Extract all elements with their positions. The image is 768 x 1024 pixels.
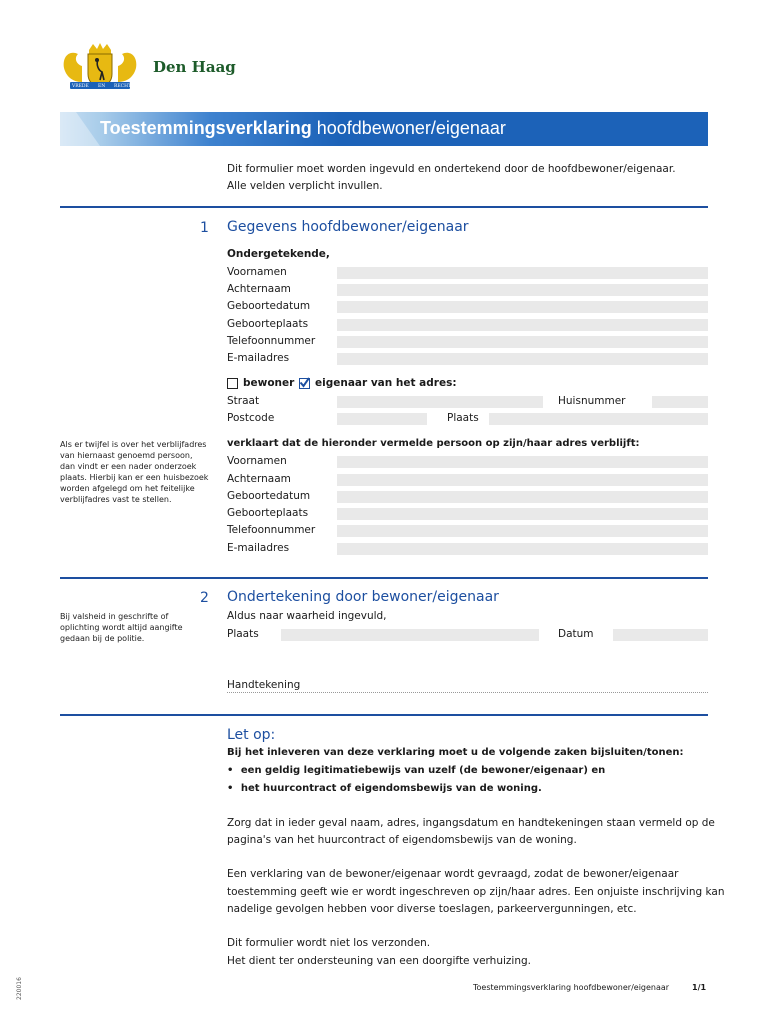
- section-2-number: 2: [200, 590, 209, 606]
- input-telefoonnummer[interactable]: [337, 336, 708, 348]
- bullet-icon: •: [227, 765, 234, 776]
- field-label-emailadres-2: E-mailadres: [227, 542, 290, 554]
- field-label-plaats: Plaats: [447, 412, 479, 424]
- sidenote-2-line: gedaan bij de politie.: [60, 634, 145, 643]
- checkbox-bewoner[interactable]: [227, 378, 238, 389]
- section-2-heading: Ondertekening door bewoner/eigenaar: [227, 589, 499, 605]
- letop-heading: Let op:: [227, 727, 276, 743]
- org-name: Den Haag: [153, 58, 236, 76]
- input-geboorteplaats[interactable]: [337, 319, 708, 331]
- input-straat[interactable]: [337, 396, 543, 408]
- section-1-rule: [60, 206, 708, 208]
- input-plaats[interactable]: [489, 413, 708, 425]
- page-title-bold: Toestemmingsverklaring: [100, 118, 312, 138]
- field-label-emailadres: E-mailadres: [227, 352, 290, 364]
- section-1-number: 1: [200, 220, 209, 236]
- sidenote-2-line: Bij valsheid in geschrifte of: [60, 612, 169, 621]
- verklaart-text: verklaart dat de hieronder vermelde persoon op zijn/haar adres verblijft:: [227, 438, 640, 449]
- field-label-datum: Datum: [558, 628, 594, 640]
- signature-line[interactable]: [227, 692, 708, 693]
- sidenote-2-line: oplichting wordt altijd aangifte: [60, 623, 183, 632]
- sidenote-1-line: worden afgelegd om het feitelijke: [60, 484, 195, 493]
- letop-bullet-1-text: een geldig legitimatiebewijs van uzelf (de bewoner/eigenaar) en: [240, 765, 606, 776]
- input-geboorteplaats-2[interactable]: [337, 508, 708, 520]
- input-emailadres[interactable]: [337, 353, 708, 365]
- field-label-voornamen-2: Voornamen: [227, 455, 287, 467]
- letop-bold-line: Bij het inleveren van deze verklaring moet u de volgende zaken bijsluiten/tonen:: [227, 747, 684, 758]
- input-voornamen-2[interactable]: [337, 456, 708, 468]
- field-label-voornamen: Voornamen: [227, 266, 287, 278]
- page-title-rest: hoofdbewoner/eigenaar: [311, 118, 506, 138]
- bullet-icon: •: [227, 783, 234, 794]
- section-1-subhead: Ondergetekende,: [227, 248, 330, 260]
- input-voornamen[interactable]: [337, 267, 708, 279]
- sidenote-verblijfadres: [60, 439, 208, 505]
- sidenote-1-line: dan vindt er een nader onderzoek: [60, 462, 197, 471]
- letop-bullet-1: [227, 764, 605, 778]
- input-datum[interactable]: [613, 629, 708, 641]
- aldus-text: Aldus naar waarheid ingevuld,: [227, 610, 387, 622]
- motto-left: VREDE: [72, 84, 89, 89]
- field-label-geboortedatum: Geboortedatum: [227, 300, 311, 312]
- letop-para3-line2: Het dient ter ondersteuning van een doorgifte verhuizing.: [227, 955, 531, 967]
- sidenote-valsheid: [60, 611, 183, 644]
- sidenote-1-line: van hiernaast genoemd persoon,: [60, 451, 193, 460]
- letop-para3-line1: Dit formulier wordt niet los verzonden.: [227, 937, 431, 949]
- checkmark-icon: [299, 377, 310, 388]
- intro-line-1: Dit formulier moet worden ingevuld en ondertekend door de hoofdbewoner/eigenaar.: [227, 163, 676, 175]
- field-label-plaats-sign: Plaats: [227, 628, 259, 640]
- field-label-telefoonnummer-2: Telefoonnummer: [227, 524, 316, 536]
- section-2-rule: [60, 577, 708, 579]
- field-label-telefoonnummer: Telefoonnummer: [227, 335, 316, 347]
- motto-right: RECHT: [114, 84, 132, 89]
- field-label-handtekening: Handtekening: [227, 679, 301, 691]
- field-label-postcode: Postcode: [227, 412, 275, 424]
- field-label-geboorteplaats-2: Geboorteplaats: [227, 507, 309, 519]
- input-postcode[interactable]: [337, 413, 427, 425]
- field-label-achternaam-2: Achternaam: [227, 473, 291, 485]
- letop-para2-line3: nadelige gevolgen hebben voor diverse toeslagen, parkeervergunningen, etc.: [227, 903, 637, 915]
- input-huisnummer[interactable]: [652, 396, 708, 408]
- input-plaats-sign[interactable]: [281, 629, 539, 641]
- field-label-achternaam: Achternaam: [227, 283, 291, 295]
- sidenote-1-line: verblijfadres vast te stellen.: [60, 495, 172, 504]
- page-title: [100, 118, 506, 139]
- form-code: 220016: [16, 977, 23, 1000]
- input-telefoonnummer-2[interactable]: [337, 525, 708, 537]
- input-geboortedatum-2[interactable]: [337, 491, 708, 503]
- letop-bullet-2: [227, 782, 542, 796]
- checkbox-bewoner-label: bewoner: [243, 377, 295, 389]
- field-label-huisnummer: Huisnummer: [558, 395, 626, 407]
- checkbox-eigenaar[interactable]: [299, 378, 310, 389]
- letop-para2-line2: toestemming geeft wie er wordt ingeschreven op zijn/haar adres. Een onjuiste inschrijving kan: [227, 886, 725, 898]
- footer-title: Toestemmingsverklaring hoofdbewoner/eigenaar: [473, 983, 670, 992]
- field-label-straat: Straat: [227, 395, 260, 407]
- field-label-geboortedatum-2: Geboortedatum: [227, 490, 311, 502]
- field-label-geboorteplaats: Geboorteplaats: [227, 318, 309, 330]
- motto-ribbon: [70, 82, 134, 91]
- intro-line-2: Alle velden verplicht invullen.: [227, 180, 383, 192]
- letop-bullet-2-text: het huurcontract of eigendomsbewijs van de woning.: [240, 783, 542, 794]
- letop-rule: [60, 714, 708, 716]
- letop-para2-line1: Een verklaring van de bewoner/eigenaar wordt gevraagd, zodat de bewoner/eigenaar: [227, 868, 679, 880]
- footer-page-number: 1/1: [692, 983, 707, 992]
- input-geboortedatum[interactable]: [337, 301, 708, 313]
- motto-mid: EN: [98, 84, 106, 89]
- sidenote-1-line: plaats. Hierbij kan er een huisbezoek: [60, 473, 209, 482]
- letop-para1-line1: Zorg dat in ieder geval naam, adres, ingangsdatum en handtekeningen staan vermeld op de: [227, 817, 715, 829]
- letop-para1-line2: pagina's van het huurcontract of eigendomsbewijs van de woning.: [227, 834, 577, 846]
- title-banner: [60, 112, 708, 146]
- input-achternaam-2[interactable]: [337, 474, 708, 486]
- checkbox-eigenaar-label: eigenaar van het adres:: [315, 377, 457, 389]
- sidenote-1-line: Als er twijfel is over het verblijfadres: [60, 440, 207, 449]
- input-emailadres-2[interactable]: [337, 543, 708, 555]
- section-1-heading: Gegevens hoofdbewoner/eigenaar: [227, 219, 469, 235]
- input-achternaam[interactable]: [337, 284, 708, 296]
